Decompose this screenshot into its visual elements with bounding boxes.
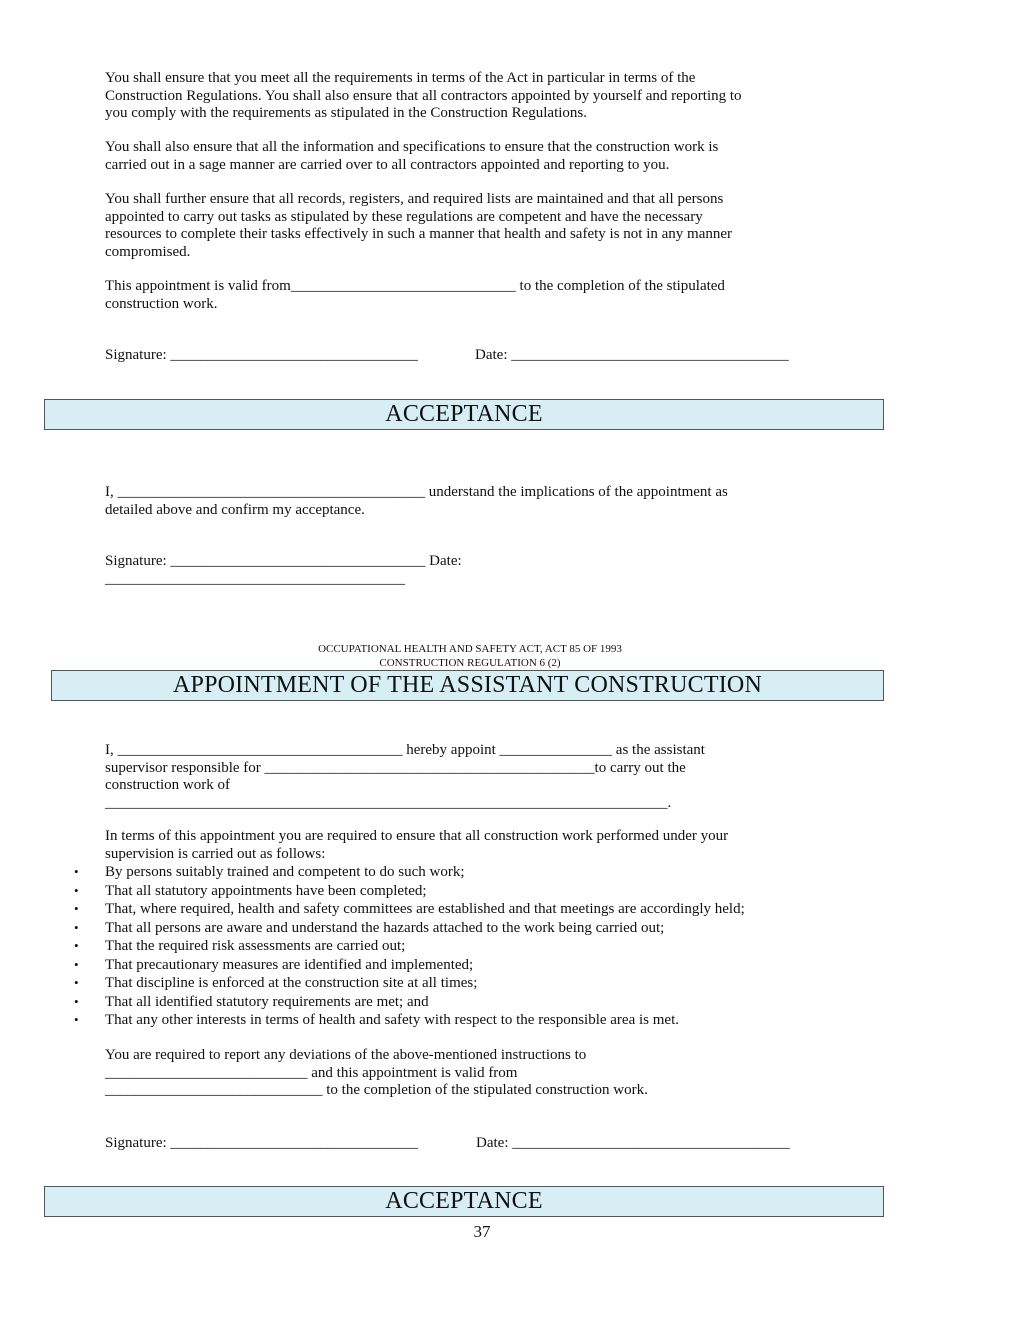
text-line: resources to complete their tasks effectively in such a manner that health and safety is not in any manner (105, 226, 733, 242)
list-item (72, 937, 745, 956)
list-item-text: That all persons are aware and understand the hazards attached to the work being carried out; (105, 919, 665, 936)
text-line: construction work of (105, 777, 230, 793)
date-blank-line[interactable]: ________________________________________ (105, 570, 405, 587)
intro-paragraph-2 (105, 139, 835, 174)
appointment-banner (51, 670, 884, 701)
text-line: detailed above and confirm my acceptance. (105, 501, 365, 518)
validity-paragraph (105, 278, 835, 313)
text-line: In terms of this appointment you are required to ensure that all construction work performed under your (105, 828, 729, 844)
list-item-text: That any other interests in terms of health and safety with respect to the responsible area is met. (105, 1012, 679, 1028)
bullet-icon: • (74, 864, 79, 879)
text-line[interactable]: ___________________________________________________________________________. (105, 794, 672, 811)
acceptance-banner (44, 1186, 884, 1217)
text-line: You are required to report any deviations of the above-mentioned instructions to (105, 1047, 587, 1063)
list-item (72, 882, 745, 901)
bullet-icon: • (74, 901, 79, 916)
list-item (72, 974, 745, 993)
list-item-text: That discipline is enforced at the construction site at all times; (105, 975, 478, 991)
list-item (72, 1011, 745, 1030)
text-line: construction work. (105, 295, 218, 312)
list-item-text: That precautionary measures are identified and implemented; (105, 956, 474, 973)
text-line[interactable]: supervisor responsible for ____________________________________________to carry out the (105, 759, 686, 776)
requirements-intro (105, 828, 835, 863)
bullet-icon: • (74, 993, 79, 1009)
text-line: compromised. (105, 243, 191, 260)
acceptance-statement (105, 484, 835, 519)
list-item-text: That all statutory appointments have been completed; (105, 882, 427, 899)
text-line[interactable]: _____________________________ to the completion of the stipulated construction work. (105, 1082, 648, 1098)
bullet-icon: • (74, 975, 79, 990)
text-line: You shall ensure that you meet all the requirements in terms of the Act in particular in terms of the (105, 70, 696, 86)
text-line: Construction Regulations. You shall also ensure that all contractors appointed by yourself and reporting to (105, 87, 742, 104)
list-item-text: That the required risk assessments are carried out; (105, 938, 406, 954)
bullet-icon: • (74, 956, 79, 972)
page-number: 37 (473, 1222, 491, 1241)
bullet-icon: • (74, 1012, 79, 1027)
report-paragraph[interactable] (105, 1047, 835, 1100)
list-item (72, 900, 745, 919)
intro-paragraph-1 (105, 70, 835, 123)
list-item (72, 993, 745, 1012)
text-line[interactable]: ___________________________ and this appointment is valid from (105, 1064, 518, 1081)
intro-paragraph-3 (105, 191, 835, 261)
text-line: supervision is carried out as follows: (105, 845, 326, 862)
text-line[interactable]: I, _________________________________________ understand the implications of the appointment as (105, 484, 728, 500)
list-item (72, 956, 745, 975)
acceptance-title: ACCEPTANCE (385, 401, 543, 427)
appointment-title: APPOINTMENT OF THE ASSISTANT CONSTRUCTION (172, 672, 763, 698)
list-item (72, 919, 745, 938)
text-line: This appointment is valid from______________________________ to the completion of the stipulated (105, 278, 725, 294)
signature-date-line[interactable]: Signature: __________________________________ Date: (105, 553, 462, 569)
text-line: carried out in a sage manner are carried over to all contractors appointed and reporting to you. (105, 156, 670, 173)
text-line: appointed to carry out tasks as stipulated by these regulations are competent and have the necessary (105, 208, 703, 225)
date-line[interactable]: Date: _____________________________________ (476, 1135, 790, 1151)
regulation-heading: CONSTRUCTION REGULATION 6 (2) (379, 657, 561, 669)
bullet-icon: • (74, 938, 79, 953)
list-item-text: That all identified statutory requirements are met; and (105, 993, 429, 1010)
list-item-text: That, where required, health and safety committees are established and that meetings are accordingly held; (105, 901, 745, 917)
text-line[interactable]: I, ______________________________________ hereby appoint _______________ as the assistant (105, 742, 705, 758)
date-line[interactable]: Date: _____________________________________ (475, 347, 789, 363)
acceptance-title: ACCEPTANCE (385, 1188, 543, 1214)
acceptance-banner (44, 399, 884, 430)
text-line: You shall further ensure that all records, registers, and required lists are maintained and that all persons (105, 191, 724, 207)
text-line: you comply with the requirements as stipulated in the Construction Regulations. (105, 105, 588, 121)
acceptance-signature-block[interactable] (105, 553, 835, 588)
list-item-text: By persons suitably trained and competent to do such work; (105, 864, 465, 880)
requirements-list (72, 863, 745, 1030)
bullet-icon: • (74, 919, 79, 935)
text-line: You shall also ensure that all the information and specifications to ensure that the construction work is (105, 139, 719, 155)
act-heading: OCCUPATIONAL HEALTH AND SAFETY ACT, ACT 85 OF 1993 (318, 643, 622, 655)
list-item (72, 863, 745, 882)
signature-line[interactable]: Signature: _________________________________ (105, 347, 418, 363)
bullet-icon: • (74, 882, 79, 898)
appointment-paragraph[interactable] (105, 742, 835, 812)
signature-line[interactable]: Signature: _________________________________ (105, 1135, 418, 1151)
